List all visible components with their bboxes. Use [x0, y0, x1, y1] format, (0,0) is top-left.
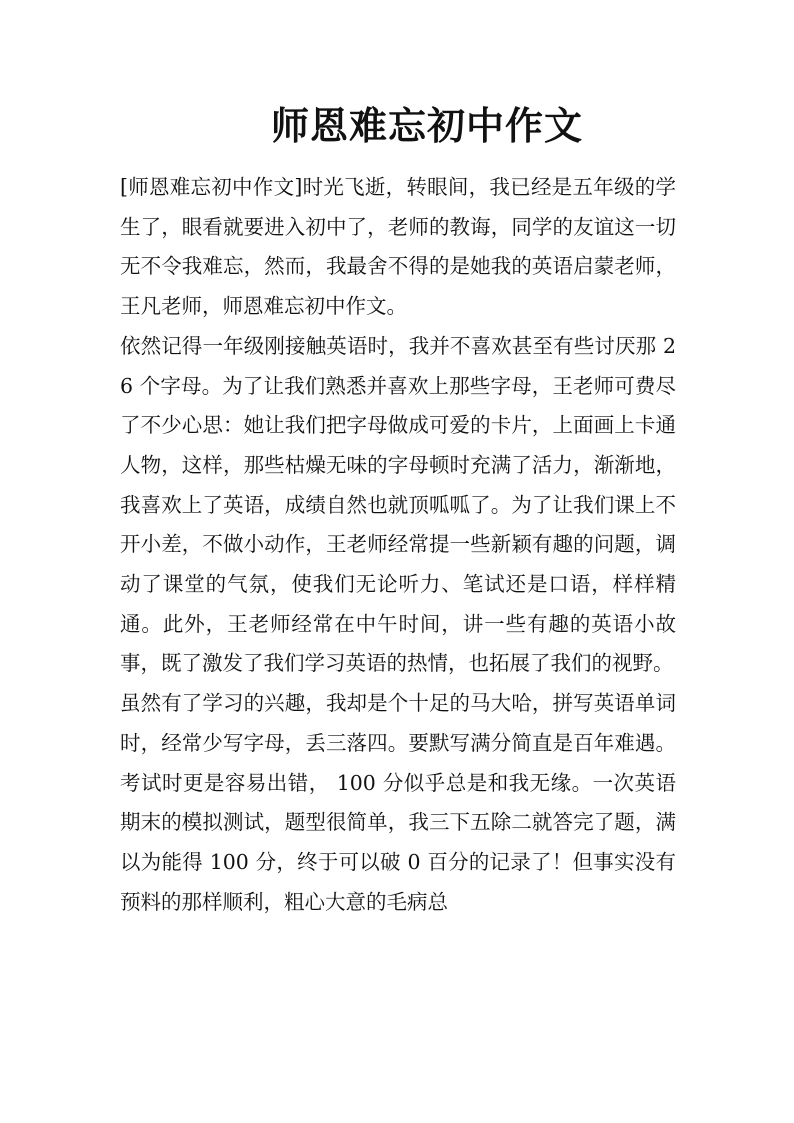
- document-body: [120, 168, 676, 922]
- page-title: 师恩难忘初中作文: [270, 103, 583, 148]
- paragraph-3: 虽然有了学习的兴趣，我却是个十足的马大哈，拼写英语单词时，经常少写字母，丢三落四。要默写满分简直是百年难遇。考试时更是容易出错， 100 分似乎总是和我无缘。一次英语期末的模拟测试，题型很简单，我三下五除二就答完了题，满以为能得 100 分，终于可以破 0 百分的记录了！但事实没有预料的那样顺利，粗心大意的毛病总: [120, 691, 676, 914]
- paragraph-2: 依然记得一年级刚接触英语时，我并不喜欢甚至有些讨厌那 26 个字母。为了让我们熟悉并喜欢上那些字母，王老师可费尽了不少心思：她让我们把字母做成可爱的卡片，上面画上卡通人物，这样，那些枯燥无味的字母顿时充满了活力，渐渐地，我喜欢上了英语，成绩自然也就顶呱呱了。为了让我们课上不开小差，不做小动作，王老师经常提一些新颖有趣的问题，调动了课堂的气氛，使我们无论听力、笔试还是口语，样样精通。此外，王老师经常在中午时间，讲一些有趣的英语小故事，既了激发了我们学习英语的热情，也拓展了我们的视野。: [120, 333, 676, 676]
- paragraph-1: [师恩难忘初中作文]时光飞逝，转眼间，我已经是五年级的学生了，眼看就要进入初中了，老师的教诲，同学的友谊这一切无不令我难忘，然而，我最舍不得的是她我的英语启蒙老师，王凡老师，师恩难忘初中作文。: [120, 175, 676, 319]
